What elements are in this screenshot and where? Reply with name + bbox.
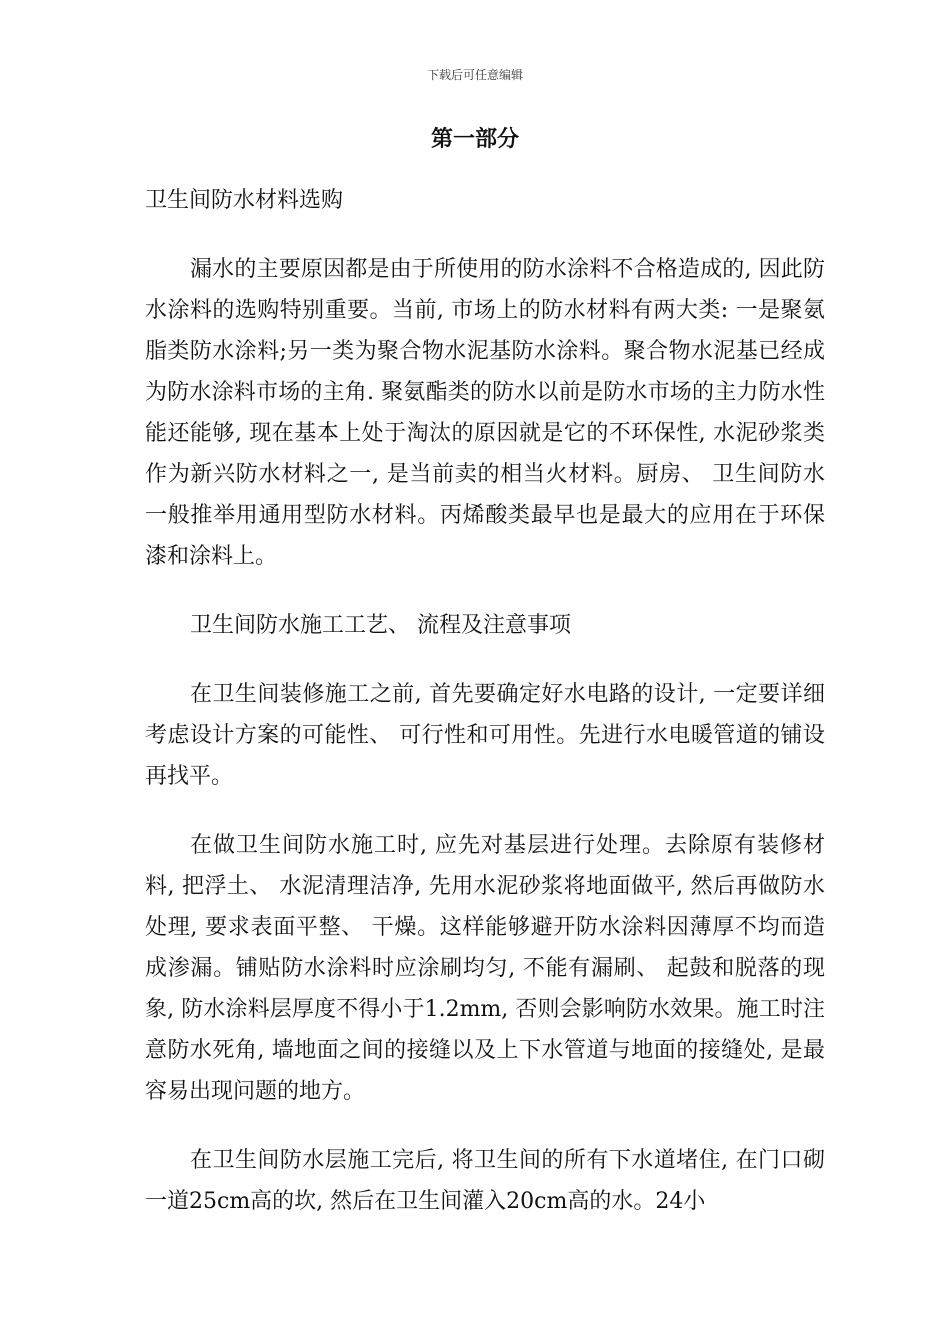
section-heading: 卫生间防水材料选购 [145,188,344,213]
document-body [145,180,825,1250]
paragraph-subheading: 卫生间防水施工工艺、 流程及注意事项 [190,613,571,638]
page-title: 第一部分 [430,126,519,152]
paragraph-materials: 漏水的主要原因都是由于所使用的防水涂料不合格造成的, 因此防水涂料的选购特别重要。当前, 市场上的防水材料有两大类: 一是聚氨脂类防水涂料;另一类为聚合物水泥基防水涂料。聚合物水泥基已经成为防水涂料市场的主角. 聚氨酯类的防水以前是防水市场的主力防水性能还能够, 现在基本上处于淘汰的原因就是它的不环保性, 水泥砂浆类作为新兴防水材料之一, 是当前卖的相当火材料。厨房、 卫生间防水一般推举用通用型防水材料。丙烯酸类最早也是最大的应用在于环保漆和涂料上。 [145,257,825,569]
paragraph-planning: 在卫生间装修施工之前, 首先要确定好水电路的设计, 一定要详细考虑设计方案的可能性、 可行性和可用性。先进行水电暖管道的铺设再找平。 [145,682,825,789]
paragraph-construction: 在做卫生间防水施工时, 应先对基层进行处理。去除原有装修材料, 把浮土、 水泥清理洁净, 先用水泥砂浆将地面做平, 然后再做防水处理, 要求表面平整、 干燥。这样能够避开防水涂料因薄厚不均而造成渗漏。铺贴防水涂料时应涂刷均匀, 不能有漏刷、 起鼓和脱落的现象, 防水涂料层厚度不得小于1.2mm, 否则会影响防水效果。施工时注意防水死角, 墙地面之间的接缝以及上下水管道与地面的接缝处, 是最容易出现问题的地方。 [145,833,825,1104]
page-header-note: 下载后可任意编辑 [426,68,523,82]
paragraph-water-test: 在卫生间防水层施工完后, 将卫生间的所有下水道堵住, 在门口砌一道25cm高的坎, 然后在卫生间灌入20cm高的水。24小 [145,1148,825,1214]
